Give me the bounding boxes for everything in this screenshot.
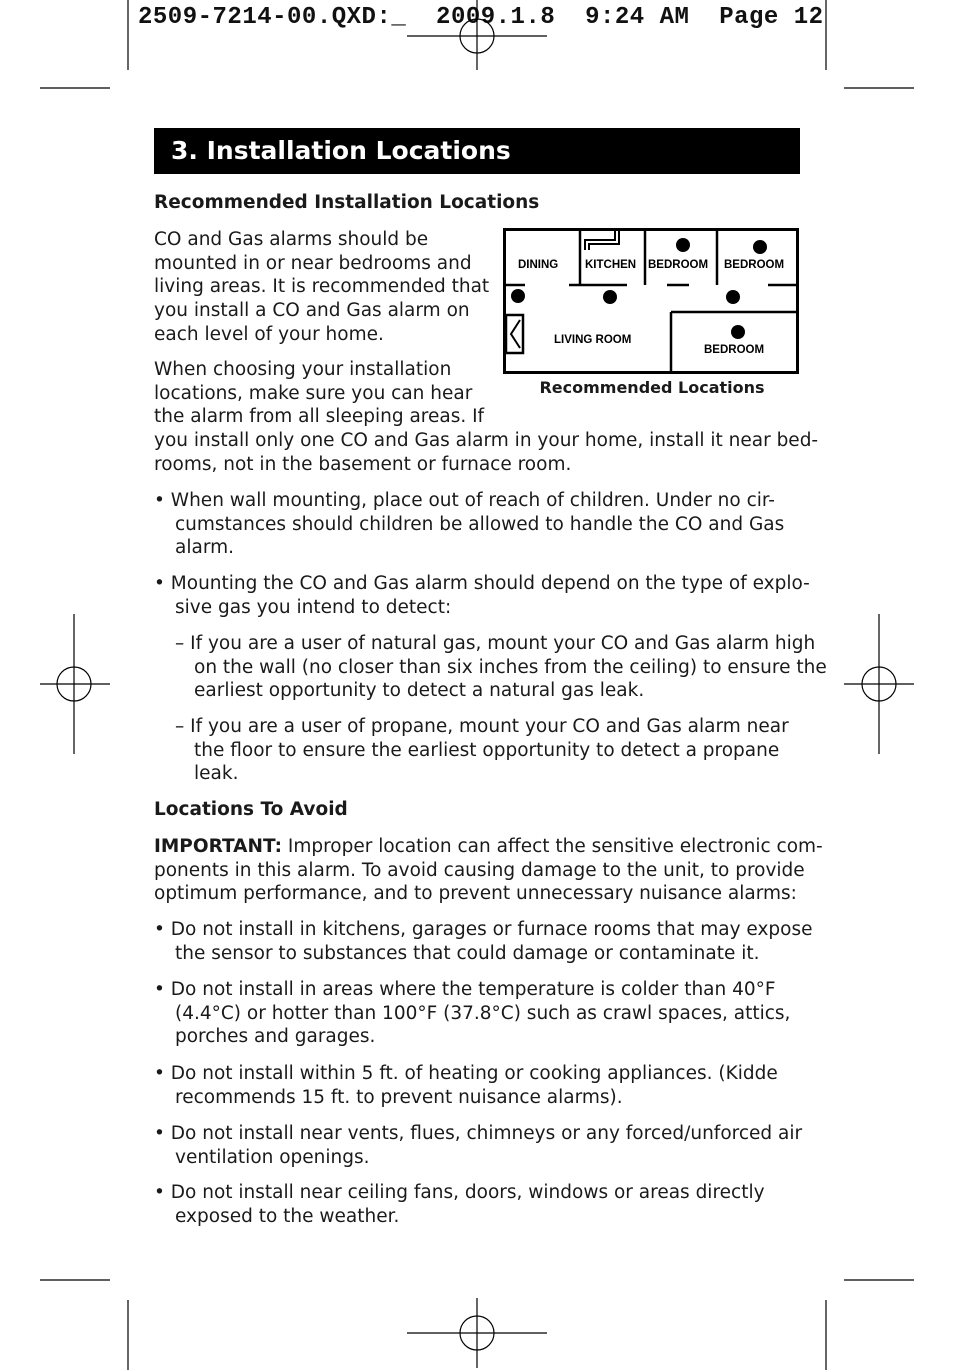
text-line: • Mounting the CO and Gas alarm should depend on the type of explo- [154, 573, 810, 594]
text-line: ventilation openings. [175, 1146, 370, 1168]
text-line: • Do not install near ceiling fans, doors, windows or areas directly [154, 1182, 765, 1203]
text-line: cumstances should children be allowed to handle the CO and Gas [175, 513, 785, 535]
bullet-wall-mounting [154, 489, 784, 560]
text-line: – If you are a user of natural gas, mount your CO and Gas alarm high [175, 633, 816, 654]
text-line: rooms, not in the basement or furnace room. [154, 453, 572, 475]
room-label-bedroom: BEDROOM [648, 259, 709, 271]
text-line: on the wall (no closer than six inches from the ceiling) to ensure the [194, 656, 827, 678]
text-line: you install a CO and Gas alarm on [154, 300, 470, 322]
recommended-paragraph-1 [154, 228, 489, 347]
avoid-bullet-appliances [154, 1062, 778, 1109]
print-slug: 2509-7214-00.QXD:_ 2009.1.8 9:24 AM Page 12 [138, 4, 824, 31]
section-header [154, 128, 800, 174]
text-line: you install only one CO and Gas alarm in your home, install it near bed- [154, 430, 819, 452]
text-line: • When wall mounting, place out of reach of children. Under no cir- [154, 490, 775, 511]
text-line: exposed to the weather. [175, 1205, 400, 1227]
text-line: the alarm from all sleeping areas. If [154, 406, 485, 428]
avoid-title: Locations To Avoid [154, 799, 348, 820]
text-line [154, 835, 823, 859]
sub-item-propane [175, 715, 789, 786]
text-line: optimum performance, and to prevent unnecessary nuisance alarms: [154, 883, 797, 905]
text-line: ponents in this alarm. To avoid causing damage to the unit, to provide [154, 859, 805, 881]
text-line: porches and garages. [175, 1026, 376, 1048]
text-line: • Do not install near vents, flues, chimneys or any forced/unforced air [154, 1123, 803, 1144]
text-line: earliest opportunity to detect a natural gas leak. [194, 680, 645, 702]
avoid-bullet-kitchens [154, 918, 813, 965]
text-line: (4.4°C) or hotter than 100°F (37.8°C) such as crawl spaces, attics, [175, 1002, 791, 1024]
important-text: Improper location can affect the sensitive electronic com- [281, 836, 823, 857]
alarm-location-dot [731, 325, 745, 339]
avoid-bullet-vents [154, 1122, 802, 1169]
text-line: the sensor to substances that could damage or contaminate it. [175, 942, 760, 964]
text-line: sive gas you intend to detect: [175, 596, 452, 618]
alarm-location-dot [726, 290, 740, 304]
bullet-gas-type [154, 572, 810, 619]
room-label-bedroom: BEDROOM [724, 259, 785, 271]
floor-plan-caption: Recommended Locations [539, 378, 765, 397]
important-paragraph [154, 835, 823, 906]
alarm-location-dot [603, 290, 617, 304]
text-line: leak. [194, 763, 239, 785]
avoid-bullet-temperature [154, 978, 790, 1049]
text-line: • Do not install in kitchens, garages or furnace rooms that may expose [154, 919, 813, 940]
text-line: locations, make sure you can hear [154, 382, 473, 404]
text-line: alarm. [175, 537, 234, 559]
room-label-bedroom: BEDROOM [704, 344, 765, 356]
room-label-living-room: LIVING ROOM [554, 334, 632, 346]
section-title: 3. Installation Locations [171, 136, 511, 165]
text-line: • Do not install in areas where the temperature is colder than 40°F [154, 979, 776, 1000]
recommended-title: Recommended Installation Locations [154, 192, 540, 213]
room-label-kitchen: KITCHEN [585, 259, 637, 271]
important-label: IMPORTANT: [154, 836, 282, 857]
alarm-location-dot [511, 289, 525, 303]
room-label-dining: DINING [518, 259, 559, 271]
text-line: • Do not install within 5 ft. of heating or cooking appliances. (Kidde [154, 1063, 778, 1084]
alarm-location-dot [676, 238, 690, 252]
text-line: recommends 15 ft. to prevent nuisance alarms). [175, 1086, 623, 1108]
text-line: When choosing your installation [154, 359, 452, 380]
alarm-location-dot [753, 240, 767, 254]
text-line: mounted in or near bedrooms and [154, 252, 472, 274]
avoid-bullet-fans [154, 1181, 765, 1228]
text-line: each level of your home. [154, 323, 384, 345]
sub-item-natural-gas [175, 632, 827, 703]
text-line: – If you are a user of propane, mount your CO and Gas alarm near [175, 716, 789, 737]
text-line: living areas. It is recommended that [154, 276, 490, 298]
text-line: CO and Gas alarms should be [154, 229, 429, 250]
text-line: the floor to ensure the earliest opportunity to detect a propane [194, 739, 780, 761]
floor-plan-diagram [503, 228, 799, 376]
